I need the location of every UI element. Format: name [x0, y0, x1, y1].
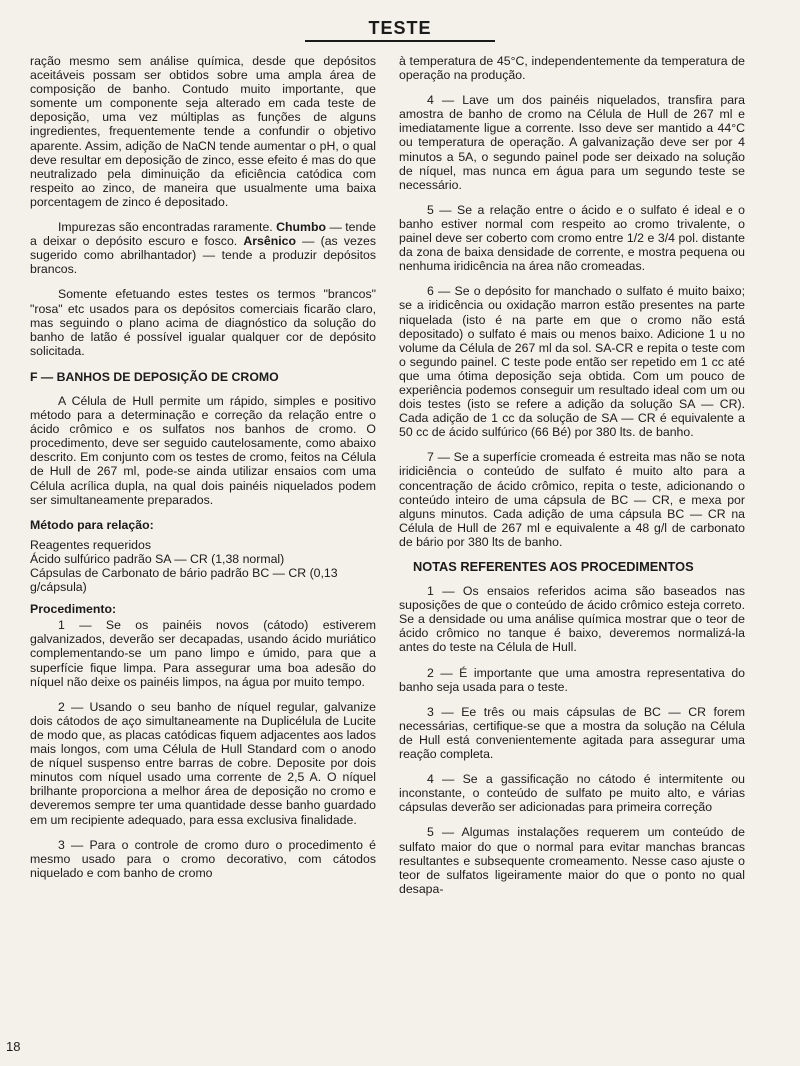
paragraph: 4 — Lave um dos painéis niquelados, transfira para amostra de banho de cromo na Célula de Hull de 267 ml e imediatamente ligue a corrente. Isso deve ser mantido a 44°C ou temperatura de operação. A galvanização deve ser por 4 minutos a 5A, o segundo painel pode ser deixado na solução de níquel, mas nunca em água para um segundo teste se necessário.	[399, 93, 745, 192]
note-paragraph: 5 — Algumas instalações requerem um conteúdo de sulfato maior do que o normal para evitar manchas brancas resultantes e subsequente cromeamento. Nesse caso ajuste o teor de sulfatos ligeiramente maior do que o ponto no qual desapa-	[399, 825, 745, 896]
reagents-line: Reagentes requeridos	[30, 537, 151, 552]
subheading-procedimento: Procedimento:	[30, 602, 117, 617]
impurities-paragraph	[30, 220, 376, 276]
text-run: — (as vezes sugerido como abrilhantador) — tende a produzir depósitos brancos.	[30, 234, 376, 277]
paragraph: à temperatura de 45°C, independentemente da temperatura de operação na produção.	[399, 54, 745, 83]
section-heading-notas: NOTAS REFERENTES AOS PROCEDIMENTOS	[413, 559, 694, 574]
page-header-title: TESTE	[368, 18, 432, 38]
note-paragraph: 1 — Os ensaios referidos acima são baseados nas suposições de que o conteúdo de ácido crômico esteja correto. Se a densidade ou uma análise química mostrar que o teor de ácido crômico no tanque é baixo, deveremos normalizá-la antes do teste na Célula de Hull.	[399, 584, 745, 655]
right-column	[399, 54, 745, 896]
paragraph: 2 — Usando o seu banho de níquel regular, galvanize dois cátodos de aço simultaneamente na Duplicélula de Lucite de modo que, as placas catódicas fiquem adjacentes aos lados mais longos, com uma Célula de Hull Standard com o anodo de níquel suspenso entre barras de cobre. Deposite por dois minutos com níquel usado uma corrente de 2,5 A. O níquel brilhante proporciona a melhor área de deposição no cromo e deveremos sempre ter uma quantidade desse banho guardado em um recipiente adequado, para essa exclusiva finalidade.	[30, 699, 376, 827]
paragraph: 1 — Se os painéis novos (cátodo) estiverem galvanizados, deverão ser decapadas, usando ácido muriático complementando-se um pano limpo e úmido, para que a superfície fique limpa. Para assegurar uma boa adesão do níquel não deixe os painéis limpos, na água por muito tempo.	[30, 618, 376, 689]
reagents-line: Ácido sulfúrico padrão SA — CR (1,38 normal)	[30, 551, 285, 566]
note-paragraph: 2 — É importante que uma amostra representativa do banho seja usada para o teste.	[399, 665, 745, 694]
term-chumbo: Chumbo	[276, 220, 327, 235]
text-run: Impurezas são encontradas raramente.	[58, 220, 277, 235]
paragraph: ração mesmo sem análise química, desde que depósitos aceitáveis possam ser obtidos sobre uma ampla área de composição de banho. Contudo muito importante, que somente um componente seja alterado em cada teste de deposição, uma vez múltiplas as funções de alguns ingredientes, frequentemente tende a confundir o objetivo aparente. Assim, adição de NaCN tende aumentar o pH, o qual deve resultar em deposição de zinco, esse efeito é mas do que neutralizado pela diminuição da eficiência catódica com respeito ao zinco, de maneira que usualmente uma baixa porcentagem de zinco é depositado.	[30, 54, 376, 209]
note-paragraph: 4 — Se a gassificação no cátodo é intermitente ou inconstante, o conteúdo de sulfato pe muito alto, e várias cápsulas deverão ser adicionadas para primeira correção	[399, 772, 745, 815]
paragraph: 3 — Para o controle de cromo duro o procedimento é mesmo usado para o cromo decorativo, com cátodos niquelado e com banho de cromo	[30, 837, 376, 880]
subheading-metodo: Método para relação:	[30, 517, 154, 532]
reagents-line: Cápsulas de Carbonato de bário padrão BC — CR (0,13 g/cápsula)	[30, 566, 338, 595]
note-paragraph: 3 — Ee três ou mais cápsulas de BC — CR forem necessárias, certifique-se que a mostra da solução na Célula de Hull está convenientemente agitada para assegurar uma reação completa.	[399, 704, 745, 762]
text-run: — tende a deixar o depósito escuro e fosco.	[30, 220, 376, 249]
paragraph: 7 — Se a superfície cromeada é estreita mas não se nota iridiciência o conteúdo de sulfato é muito alto para a concentração de ácido crômico, repita o teste, adicionando o conteúdo inteiro de uma cápsula de BC — CR, e mexa por alguns minutos. Cada adição de uma cápsula BC — CR na Célula de Hull de 267 ml e equivalente a 48 g/l de carbonato de bário por 380 lts de banho.	[399, 450, 745, 549]
term-arsenico: Arsênico	[243, 234, 296, 249]
paragraph: 5 — Se a relação entre o ácido e o sulfato é ideal e o banho estiver normal com respeito ao cromo trivalente, o painel deve ser coberto com cromo entre 1/2 e 3/4 pol. distante da zona de baixa densidade de corrente, e mostra pequena ou nenhuma iridicência na área não cromeadas.	[399, 202, 745, 274]
left-column	[30, 54, 376, 880]
paragraph: 6 — Se o depósito for manchado o sulfato é muito baixo; se a iridicência ou oxidação marron estão presentes na parte niquelada (isto é na parte em que o cromo não está depositado) o sulfato é mais ou menos baixo. Adicione 1 u no volume da Célula de 267 ml da sol. SA-CR e repita o teste com o segundo painel. C teste pode então ser repetido em 1 cc até que uma ótima deposição seja obtida. Com um pouco de experiência podemos conseguir um resultado ideal com um ou dois testes (isto se refere a adição da solução SA — CR). Cada adição de 1 cc da solução de SA — CR é equivalente a 50 cc de ácido sulfúrico (66 Bé) por 380 lts. de banho.	[399, 284, 745, 440]
paragraph: A Célula de Hull permite um rápido, simples e positivo método para a determinação e correção da relação entre o ácido crômico e os sulfatos nos banhos de cromo. O procedimento, deve ser seguido cautelosamente, como abaixo descrito. Em conjunto com os testes de cromo, feitos na Célula de Hull de 267 ml, pode-se ainda utilizar ensaios com uma Célula acrílica dupla, na qual dois painéis niquelados podem ser simultaneamente preparados.	[30, 393, 376, 507]
section-heading-f: F — BANHOS DE DEPOSIÇÃO DE CROMO	[30, 369, 279, 384]
header-rule	[305, 40, 495, 42]
page-number: 18	[6, 1039, 21, 1054]
paragraph: Somente efetuando estes testes os termos "brancos" "rosa" etc usados para os depósitos comerciais ficarão claro, mas seguindo o plano acima de diagnóstico da solução do banho de latão é possível igualar qualquer cor de depósito solicitada.	[30, 287, 376, 358]
